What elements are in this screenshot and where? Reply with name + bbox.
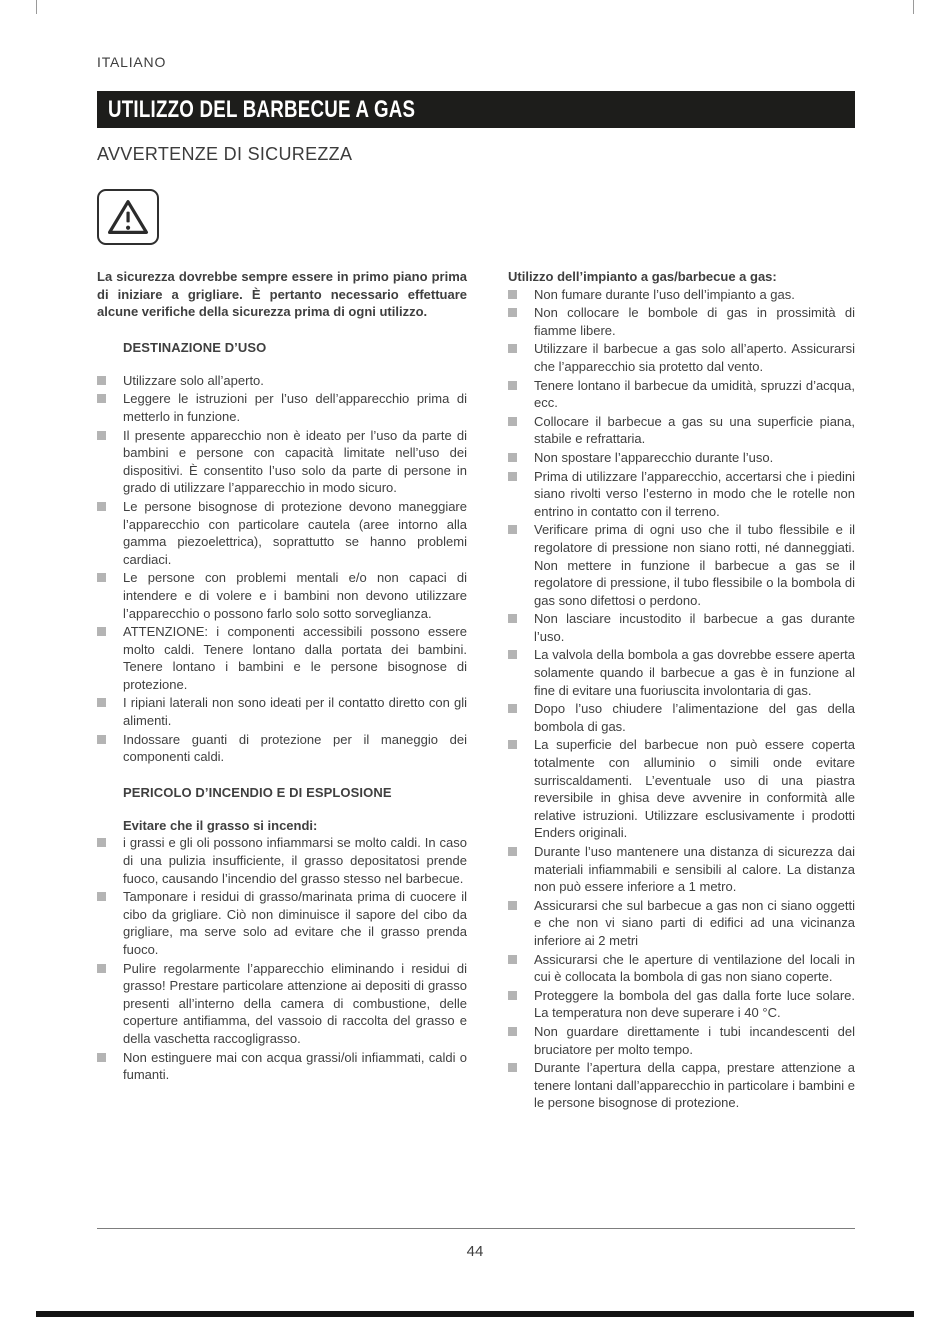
- list-item-text: Il presente apparecchio non è ideato per l’uso da parte di bambini e persone con capacità limitate nell’uso dei dispositivi. È consentito l’uso solo da parte di persone in grado di utilizzare l’apparecchio in modo sicuro.: [123, 427, 467, 496]
- list-item: [508, 1059, 855, 1112]
- list-item: [508, 521, 855, 609]
- left-column: [97, 268, 467, 1085]
- list-item: [508, 377, 855, 412]
- list-item: [97, 1049, 467, 1084]
- list-item: [508, 987, 855, 1022]
- list-item: [97, 569, 467, 622]
- gas-list: [508, 286, 855, 1112]
- bullet-square-icon: [508, 650, 517, 659]
- list-item: [97, 390, 467, 425]
- list-item-text: Non spostare l’apparecchio durante l’uso.: [534, 449, 774, 465]
- two-column-body: [97, 268, 855, 1113]
- heading-destinazione-duso: DESTINAZIONE D’USO: [123, 339, 267, 355]
- bullet-square-icon: [97, 376, 106, 385]
- list-item: [508, 468, 855, 521]
- list-item-text: I ripiani laterali non sono ideati per il contatto diretto con gli alimenti.: [123, 695, 467, 729]
- bullet-square-icon: [508, 847, 517, 856]
- title-banner: [97, 91, 855, 128]
- page-title: UTILIZZO DEL BARBECUE A GAS: [108, 95, 416, 123]
- bullet-square-icon: [97, 1053, 106, 1062]
- list-item: [508, 449, 855, 467]
- list-item-text: Indossare guanti di protezione per il maneggio dei componenti caldi.: [123, 731, 467, 765]
- list-item: [508, 340, 855, 375]
- list-item: [508, 700, 855, 735]
- list-item: [97, 372, 467, 390]
- list-item-text: Tamponare i residui di grasso/marinata prima di cuocere il cibo da grigliare. Ciò non diminuisce il sapore del cibo da grigliare, ma serve solo ad evitare che il grasso prenda fuoco.: [123, 889, 467, 957]
- list-item: [508, 1023, 855, 1058]
- bullet-square-icon: [508, 1027, 517, 1036]
- bullet-square-icon: [97, 394, 106, 403]
- list-item: [508, 304, 855, 339]
- bullet-square-icon: [508, 901, 517, 910]
- list-item: [97, 498, 467, 568]
- list-item-text: Utilizzare il barbecue a gas solo all’aperto. Assicurarsi che l’apparecchio sia protetto dal vento.: [534, 341, 855, 374]
- bullet-square-icon: [508, 955, 517, 964]
- list-item: [97, 731, 467, 766]
- subheading-evitare-grasso: Evitare che il grasso si incendi:: [123, 817, 318, 833]
- bullet-square-icon: [508, 740, 517, 749]
- list-item: [97, 427, 467, 497]
- bullet-square-icon: [508, 417, 517, 426]
- list-item: [508, 897, 855, 950]
- list-item: [97, 834, 467, 887]
- right-column: [508, 268, 855, 1113]
- bullet-square-icon: [97, 698, 106, 707]
- list-item-text: Non collocare le bombole di gas in prossimità di fiamme libere.: [534, 305, 855, 338]
- heading-utilizzo-gas: Utilizzo dell’impianto a gas/barbecue a gas:: [508, 269, 777, 284]
- list-item-text: Non lasciare incustodito il barbecue a gas durante l’uso.: [534, 611, 855, 644]
- bullet-square-icon: [508, 453, 517, 462]
- bullet-square-icon: [508, 525, 517, 534]
- list-item: [97, 960, 467, 1048]
- list-item-text: Pulire regolarmente l’apparecchio eliminando i residui di grasso! Prestare particolare attenzione ai depositi di grasso presenti all’interno della camera di combustione, delle coperture antifiamma, del vassoio di raccolta del grasso e della vaschetta raccogligrasso.: [123, 960, 467, 1046]
- crop-mark-left: [36, 0, 37, 14]
- warning-triangle-icon: [97, 189, 159, 245]
- list-item-text: Tenere lontano il barbecue da umidità, spruzzi d’acqua, ecc.: [534, 377, 855, 411]
- bullet-square-icon: [97, 502, 106, 511]
- list-item: [97, 623, 467, 693]
- page-content: [97, 0, 855, 1113]
- list-item: [508, 610, 855, 645]
- list-item-text: Prima di utilizzare l’apparecchio, accertarsi che i piedini siano rivolti verso l’esterno in modo che le rotelle non entrino in contatto con il terreno.: [534, 468, 855, 519]
- destinazione-list: [97, 372, 467, 766]
- list-item: [508, 843, 855, 896]
- list-item-text: Non estinguere mai con acqua grassi/oli infiammati, caldi o fumanti.: [123, 1049, 467, 1083]
- footer-divider: [97, 1228, 855, 1229]
- bullet-square-icon: [508, 704, 517, 713]
- bullet-square-icon: [508, 1063, 517, 1072]
- list-item-text: Non fumare durante l’uso dell’impianto a gas.: [534, 286, 795, 302]
- list-item: [97, 888, 467, 958]
- list-item-text: Assicurarsi che le aperture di ventilazione del locali in cui è collocata la bombola di gas non siano coperte.: [534, 951, 855, 985]
- bullet-square-icon: [97, 892, 106, 901]
- list-item-text: La valvola della bombola a gas dovrebbe essere aperta solamente quando il barbecue a gas è in funzione al fine di evitare una fuoriuscita involontaria di gas.: [534, 647, 855, 698]
- list-item-text: Dopo l’uso chiudere l’alimentazione del gas della bombola di gas.: [534, 701, 855, 734]
- list-item-text: La superficie del barbecue non può essere coperta totalmente con alluminio o simili onde evitare surriscaldamenti. L’eventuale uso di una piastra reversibile in ghisa deve avvenire in conformità alle relative istruzioni. Utilizzare esclusivamente i prodotti Enders originali.: [534, 737, 855, 841]
- list-item-text: Le persone con problemi mentali e/o non capaci di intendere e di volere e i bambini non devono utilizzare l’apparecchio o possono farlo solo sotto sorveglianza.: [123, 570, 467, 621]
- bullet-square-icon: [508, 308, 517, 317]
- list-item-text: Verificare prima di ogni uso che il tubo flessibile e il regolatore di pressione non siano rotti, né danneggiati. Non mettere in funzione il barbecue a gas se il regolatore di pressione, il tubo flessibile o la bombola di gas sono difettosi o perdono.: [534, 522, 855, 608]
- bullet-square-icon: [508, 991, 517, 1000]
- list-item-text: ATTENZIONE: i componenti accessibili possono essere molto caldi. Tenere lontano dalla portata dei bambini. Tenere lontano i bambini e le persone bisognose di protezione.: [123, 624, 467, 692]
- bullet-square-icon: [97, 627, 106, 636]
- page-number: 44: [466, 1243, 484, 1260]
- page-bottom-edge: [36, 1311, 914, 1317]
- bullet-square-icon: [508, 381, 517, 390]
- list-item-text: Non guardare direttamente i tubi incandescenti del bruciatore per molto tempo.: [534, 1023, 855, 1057]
- bullet-square-icon: [97, 573, 106, 582]
- list-item-text: Durante l’uso mantenere una distanza di sicurezza dai materiali infiammabili e sensibili al calore. La distanza non può essere inferiore a 1 metro.: [534, 844, 855, 895]
- list-item-text: Le persone bisognose di protezione devono maneggiare l’apparecchio con particolare cautela (aree intorno alla gamma piezoelettrica), soprattutto se hanno problemi cardiaci.: [123, 498, 467, 567]
- heading-pericolo-incendio: PERICOLO D’INCENDIO E DI ESPLOSIONE: [123, 784, 392, 800]
- list-item: [97, 694, 467, 729]
- list-item-text: Proteggere la bombola del gas dalla forte luce solare. La temperatura non deve superare i 40 °C.: [534, 987, 855, 1021]
- intro-paragraph: La sicurezza dovrebbe sempre essere in primo piano prima di iniziare a grigliare. È pertanto necessario effettuare alcune verifiche della sicurezza prima di ogni utilizzo.: [97, 269, 467, 320]
- bullet-square-icon: [508, 344, 517, 353]
- list-item-text: Leggere le istruzioni per l’uso dell’apparecchio prima di metterlo in funzione.: [123, 391, 467, 424]
- list-item: [508, 413, 855, 448]
- bullet-square-icon: [508, 614, 517, 623]
- list-item-text: Utilizzare solo all’aperto.: [123, 372, 264, 388]
- bullet-square-icon: [97, 964, 106, 973]
- pericolo-list: [97, 834, 467, 1083]
- bullet-square-icon: [97, 735, 106, 744]
- language-label: ITALIANO: [97, 54, 167, 70]
- bullet-square-icon: [508, 472, 517, 481]
- list-item-text: i grassi e gli oli possono infiammarsi se molto caldi. In caso di una pulizia insufficiente, il grasso depositatosi prende fuoco, causando l’incendio del grasso stesso nel barbecue.: [123, 835, 467, 886]
- list-item-text: Durante l’apertura della cappa, prestare attenzione a tenere lontani dall’apparecchio in particolare i bambini e le persone bisognose di protezione.: [534, 1060, 855, 1111]
- bullet-square-icon: [97, 431, 106, 440]
- bullet-square-icon: [97, 838, 106, 847]
- bullet-square-icon: [508, 290, 517, 299]
- list-item: [508, 286, 855, 304]
- list-item: [508, 736, 855, 842]
- section-subtitle: AVVERTENZE DI SICUREZZA: [97, 144, 353, 164]
- list-item-text: Assicurarsi che sul barbecue a gas non ci siano oggetti e che non vi siano parti di edifici ad una vicinanza inferiore ai 2 metri: [534, 897, 855, 948]
- crop-mark-right: [913, 0, 914, 14]
- list-item: [508, 646, 855, 699]
- list-item-text: Collocare il barbecue a gas su una superficie piana, stabile e refrattaria.: [534, 413, 855, 447]
- list-item: [508, 951, 855, 986]
